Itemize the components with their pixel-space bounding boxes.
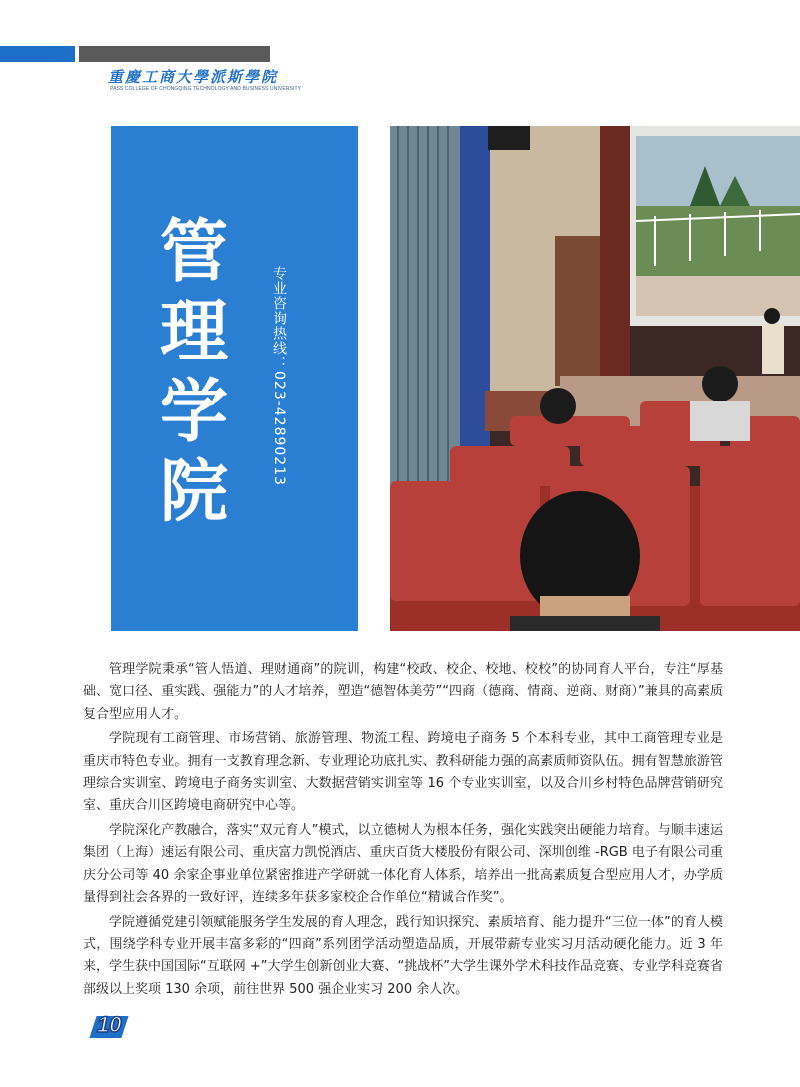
header-blue-bar (0, 46, 75, 62)
header-gray-bar (79, 46, 270, 62)
title-char-4: 院 (159, 453, 228, 532)
title-char-3: 学 (159, 373, 228, 452)
logo-english-name: PASS COLLEGE OF CHONGQING TECHNOLOGY AND BUSINESS UNIVERSITY (110, 86, 302, 92)
page-number (93, 1012, 133, 1040)
title-char-1: 管 (159, 213, 228, 292)
lecture-hall-photo (390, 126, 800, 631)
hotline-text: 专业咨询热线：023-42890213 (271, 266, 287, 487)
university-logo (108, 66, 302, 96)
photo-illustration (390, 126, 800, 631)
paragraph-1: 管理学院秉承“管人悟道、理财通商”的院训，构建“校政、校企、校地、校校”的协同育人平台，专注“厚基础、宽口径、重实践、强能力”的人才培养，塑造“德智体美劳”“四商（德商、情商、逆商、财商）”兼具的高素质复合型应用人才。 (83, 662, 723, 722)
page-number-text: 10 (97, 1012, 122, 1037)
logo-chinese-name: 重慶工商大學派斯學院 (108, 68, 279, 86)
paragraph-4: 学院遵循党建引领赋能服务学生发展的育人理念，践行知识探究、素质培育、能力提升“三位一体”的育人模式，围绕学科专业开展丰富多彩的“四商”系列团学活动塑造品质，开展带薪专业实习月活动硬化能力。近 3 年来，学生获中国国际“互联网 +”大学生创新创业大赛、“挑战杯”大学生课外学术科技作品竞赛、专业学科竞赛省部级以上奖项 130 余项，前往世界 500 强企业实习 200 余人次。 (83, 914, 723, 997)
body-text (83, 659, 723, 1003)
title-char-2: 理 (159, 293, 228, 372)
title-panel (111, 126, 358, 631)
paragraph-3: 学院深化产教融合，落实“双元育人”模式，以立德树人为根本任务，强化实践突出硬能力培育。与顺丰速运集团（上海）速运有限公司、重庆富力凯悦酒店、重庆百货大楼股份有限公司、深圳创维 -RGB 电子有限公司重庆分公司等 40 余家企事业单位紧密推进产学研就一体化育人体系，培养出一批高素质复合型应用人才，办学质量得到社会各界的一致好评，连续多年获多家校企合作单位“精诚合作奖”。 (83, 823, 723, 905)
paragraph-2: 学院现有工商管理、市场营销、旅游管理、物流工程、跨境电子商务 5 个本科专业，其中工商管理专业是重庆市特色专业。拥有一支教育理念新、专业理论功底扎实、教科研能力强的高素质师资队伍。拥有智慧旅游管理综合实训室、跨境电子商务实训室、大数据营销实训室等 16 个专业实训室，以及合川乡村特色品牌营销研究室、重庆合川区跨境电商研究中心等。 (83, 731, 723, 814)
